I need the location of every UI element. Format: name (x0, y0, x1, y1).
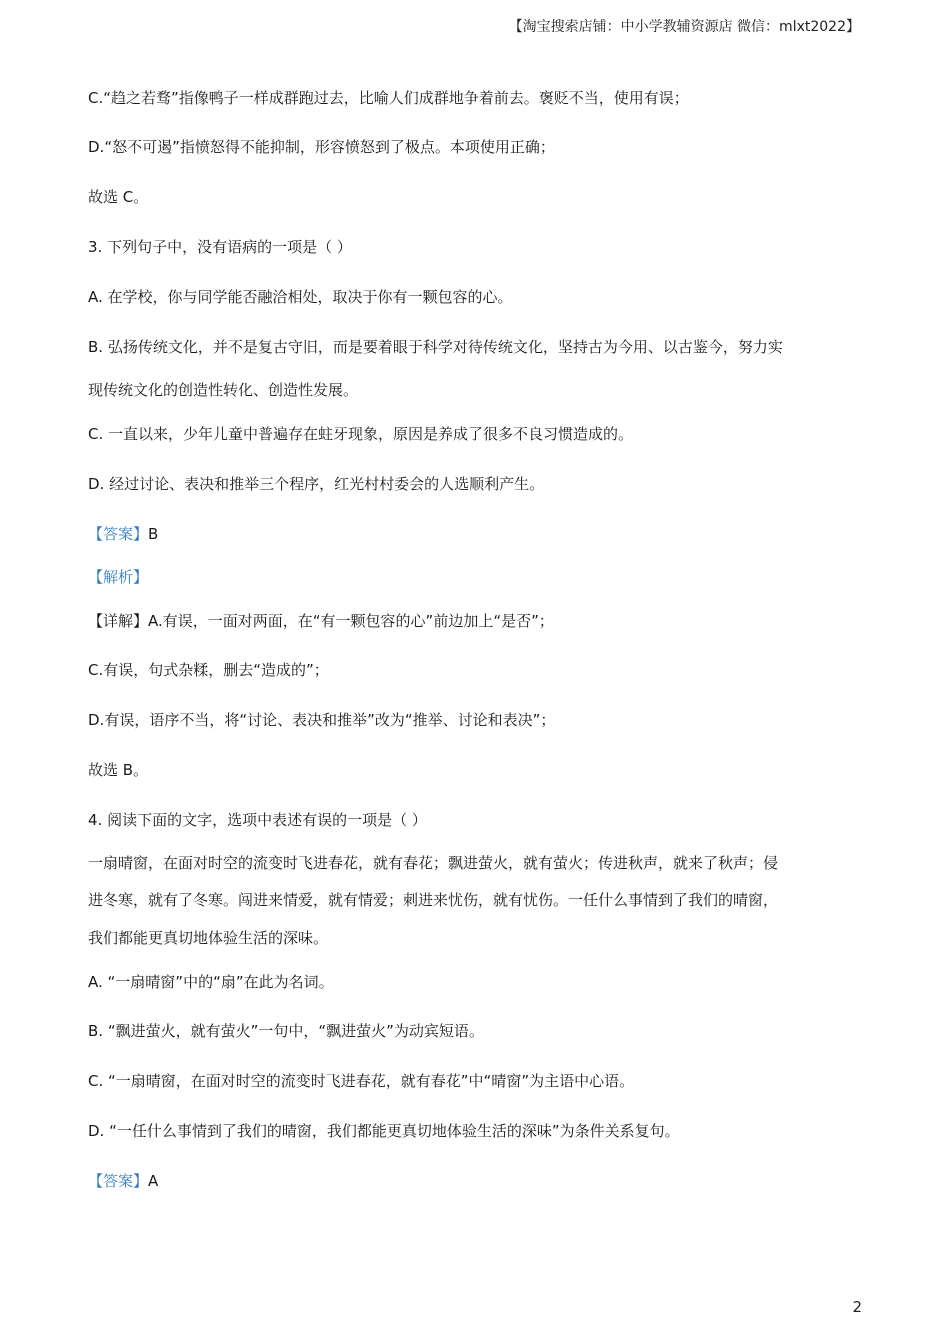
q4-option-a: A. “一扇晴窗”中的“扇”在此为名词。 (88, 973, 334, 991)
q3-stem: 3. 下列句子中，没有语病的一项是（ ） (88, 238, 352, 256)
q4-stem: 4. 阅读下面的文字，选项中表述有误的一项是（ ） (88, 811, 427, 829)
prev-option-d-analysis: D.“怒不可遏”指愤怒得不能抑制，形容愤怒到了极点。本项使用正确； (88, 138, 555, 156)
q4-answer (88, 1171, 158, 1191)
q3-option-b-line1: B. 弘扬传统文化，并不是复古守旧，而是要着眼于科学对待传统文化，坚持古为今用、以古鉴今，努力实 (88, 338, 783, 356)
q3-answer (88, 524, 158, 544)
q4-passage-line1: 一扇晴窗，在面对时空的流变时飞进春花，就有春花；飘进萤火，就有萤火；传进秋声，就来了秋声；侵 (88, 854, 779, 872)
analysis-tag: 【解析】 (88, 568, 149, 586)
q4-option-b: B. “飘进萤火，就有萤火”一句中，“飘进萤火”为动宾短语。 (88, 1022, 484, 1040)
prev-conclusion: 故选 C。 (88, 188, 149, 206)
q4-passage-line3: 我们都能更真切地体验生活的深味。 (88, 929, 329, 947)
q3-option-a: A. 在学校，你与同学能否融洽相处，取决于你有一颗包容的心。 (88, 288, 513, 306)
q3-detail-c: C.有误，句式杂糅，删去“造成的”； (88, 661, 329, 679)
prev-option-c-analysis: C.“趋之若骛”指像鸭子一样成群跑过去，比喻人们成群地争着前去。褒贬不当，使用有误； (88, 89, 689, 107)
q3-detail-d: D.有误，语序不当，将“讨论、表决和推举”改为“推举、讨论和表决”； (88, 711, 556, 729)
q4-option-d: D. “一任什么事情到了我们的晴窗，我们都能更真切地体验生活的深味”为条件关系复句。 (88, 1122, 680, 1140)
detail-tag: 【详解】 (88, 612, 149, 630)
answer-tag: 【答案】 (88, 525, 149, 543)
q3-analysis-heading (88, 567, 148, 587)
q3-detail-a (88, 611, 554, 631)
q3-conclusion: 故选 B。 (88, 761, 149, 779)
q3-option-d: D. 经过讨论、表决和推举三个程序，红光村村委会的人选顺利产生。 (88, 475, 545, 493)
q3-option-b-line2: 现传统文化的创造性转化、创造性发展。 (88, 381, 359, 399)
q4-option-c: C. “一扇晴窗，在面对时空的流变时飞进春花，就有春花”中“晴窗”为主语中心语。 (88, 1072, 635, 1090)
detail-a-text: A.有误，一面对两面，在“有一颗包容的心”前边加上“是否”； (148, 612, 554, 630)
header-note: 【淘宝搜索店铺：中小学教辅资源店 微信：mlxt2022】 (508, 19, 860, 35)
answer-value: B (148, 525, 159, 543)
answer-value: A (148, 1172, 159, 1190)
page-number: 2 (852, 1298, 862, 1316)
answer-tag: 【答案】 (88, 1172, 149, 1190)
q4-passage-line2: 进冬寒，就有了冬寒。闯进来情爱，就有情爱；刺进来忧伤，就有忧伤。一任什么事情到了我们的晴窗， (88, 891, 779, 909)
q3-option-c: C. 一直以来，少年儿童中普遍存在蛀牙现象，原因是养成了很多不良习惯造成的。 (88, 425, 634, 443)
